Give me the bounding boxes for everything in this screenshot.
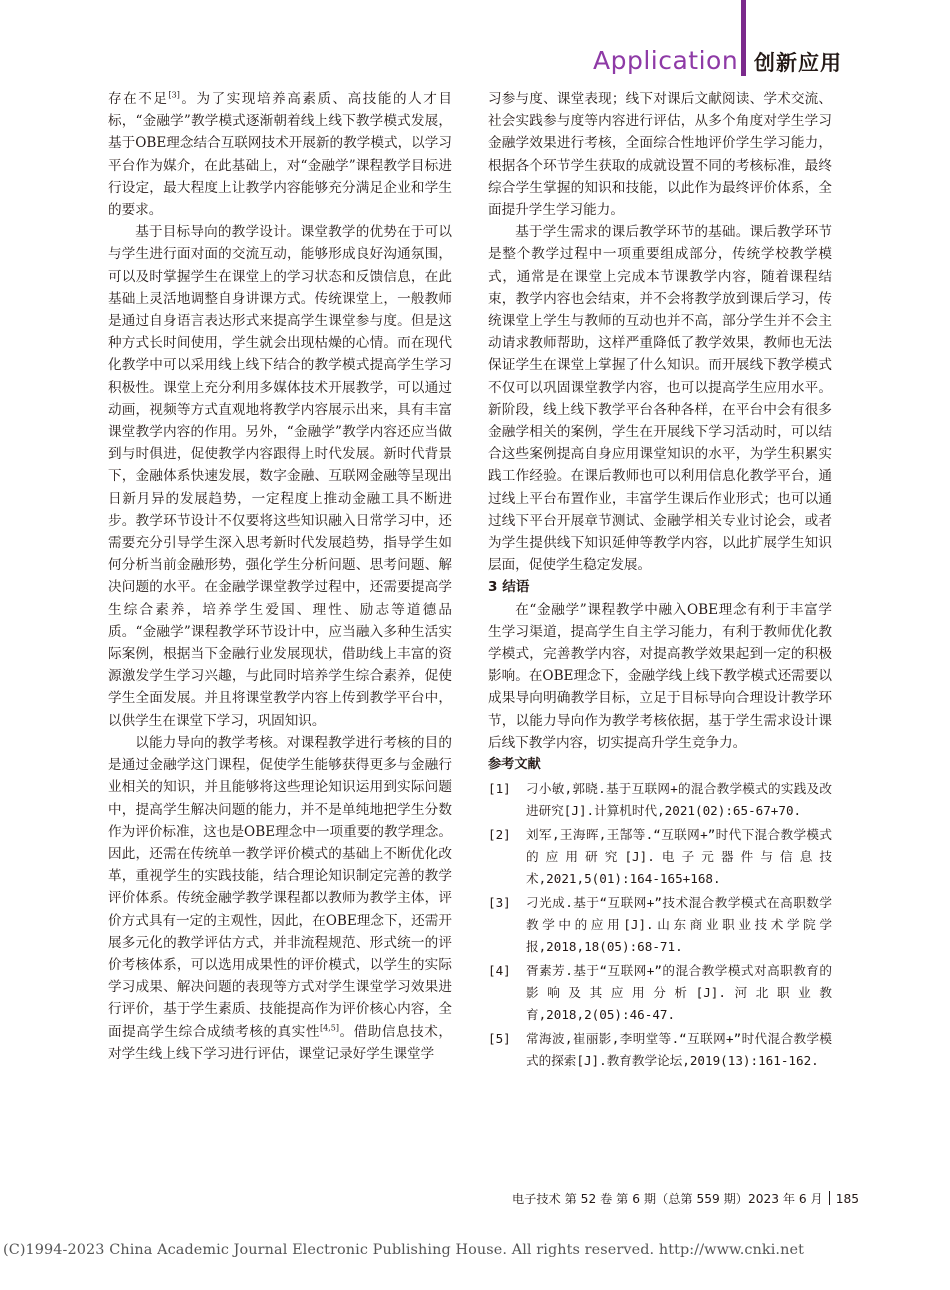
reference-item: [1] 刁小敏,郭晓.基于互联网+的混合教学模式的实践及改进研究[J].计算机时代,2021(02):65-67+70.: [488, 781, 832, 819]
page-number: 185: [835, 1192, 859, 1206]
references-list: [488, 778, 832, 1072]
left-paragraph-2: 基于目标导向的教学设计。课堂教学的优势在于可以与学生进行面对面的交流互动，能够形成良好沟通氛围，可以及时掌握学生在课堂上的学习状态和反馈信息，在此基础上灵活地调整自身讲课方式。传统课堂上，一般教师是通过自身语言表达形式来提高学生课堂参与度。但是这种方式长时间使用，学生就会出现枯燥的心情。而在现代化教学中可以采用线上线下结合的教学模式提高学生学习积极性。课堂上充分利用多媒体技术开展教学，可以通过动画，视频等方式直观地将教学内容展示出来，具有丰富课堂教学内容的作用。另外，“金融学”教学内容还应当做到与时俱进，促使教学内容跟得上时代发展。新时代背景下，金融体系快速发展，数字金融、互联网金融等呈现出日新月异的发展趋势，一定程度上推动金融工具不断进步。教学环节设计不仅要将这些知识融入日常学习中，还需要充分引导学生深入思考新时代发展趋势，指导学生如何分析当前金融形势，强化学生分析问题、思考问题、解决问题的水平。在金融学课堂教学过程中，还需要提高学生综合素养，培养学生爱国、理性、励志等道德品质。“金融学”课程教学环节设计中，应当融入多种生活实际案例，根据当下金融行业发展现状，借助线上丰富的资源激发学生学习兴趣，与此同时培养学生综合素养，促使学生全面发展。并且将课堂教学内容上传到教学平台中，以供学生在课堂下学习，巩固知识。: [108, 224, 452, 729]
reference-item: [3] 刁光成.基于“互联网+”技术混合教学模式在高职数学教学中的应用[J].山东商业职业技术学院学报,2018,18(05):68-71.: [488, 895, 832, 955]
left-paragraph-3: 以能力导向的教学考核。对课程教学进行考核的目的是通过金融学这门课程，促使学生能够获得更多与金融行业相关的知识，并且能够将这些理论知识运用到实际问题中，提高学生解决问题的能力，并不是单纯地把学生分数作为评价标准，这也是OBE理念中一项重要的教学理念。因此，还需在传统单一教学评价模式的基础上不断优化改革，重视学生的实践技能，结合理论知识制定完善的教学评价体系。传统金融学教学课程都以教师为教学主体，评价方式具有一定的主观性，因此，在OBE理念下，还需开展多元化的教学评估方式，并非流程规范、形式统一的评价考核体系，可以选用成果性的评价模式，以学生的实际学习成果、解决问题的表现等方式对学生课堂学习效果进行评价，基于学生素质、技能提高作为评价核心内容，全面提高学生综合成绩考核的真实性[4,5]。借助信息技术，对学生线上线下学习进行评估，课堂记录好学生课堂学: [108, 734, 453, 1062]
header-section-title: 创新应用: [754, 51, 842, 75]
header-application-label: Application: [593, 46, 739, 75]
header-accent-bar: [741, 0, 746, 76]
left-paragraph-1: 存在不足[3]。为了实现培养高素质、高技能的人才目标，“金融学”教学模式逐渐朝着线上线下教学模式发展，基于OBE理念结合互联网技术开展新的教学模式，以学习平台作为媒介，在此基础上，对“金融学”课程教学目标进行设定，最大程度上让教学内容能够充分满足企业和学生的要求。: [108, 90, 453, 219]
right-paragraph-2: 基于学生需求的课后教学环节的基础。课后教学环节是整个教学过程中一项重要组成部分，传统学校教学模式，通常是在课堂上完成本节课教学内容，随着课程结束，教学内容也会结束，并不会将教学放到课后学习，传统课堂上学生与教师的互动也并不高，部分学生并不会主动请求教师帮助，这样严重降低了教学效果，教师也无法保证学生在课堂上掌握了什么知识。而开展线下教学模式不仅可以巩固课堂教学内容，也可以提高学生应用水平。新阶段，线上线下教学平台各种各样，在平台中会有很多金融学相关的案例，学生在开展线下学习活动时，可以结合这些案例提高自身应用课堂知识的水平，为学生积累实践工作经验。在课后教师也可以利用信息化教学平台，通过线上平台布置作业，丰富学生课后作业形式；也可以通过线下平台开展章节测试、金融学相关专业讨论会，或者为学生提供线下知识延伸等教学内容，以此扩展学生知识层面，促使学生稳定发展。: [488, 224, 832, 574]
reference-item: [2] 刘军,王海晖,王郜等.“互联网+”时代下混合教学模式的应用研究[J].电子元器件与信息技术,2021,5(01):164-165+168.: [488, 827, 832, 887]
citation-3: [3]: [168, 90, 180, 100]
conclusion-paragraph: 在“金融学”课程教学中融入OBE理念有利于丰富学生学习渠道，提高学生自主学习能力，有利于教师优化教学模式，完善教学内容，对提高教学效果起到一定的积极影响。在OBE理念下，金融学线上线下教学模式还需要以成果导向明确教学目标，立足于目标导向合理设计教学环节，以能力导向作为教学考核依据，基于学生需求设计课后线下教学内容，切实提高升学生竞争力。: [488, 601, 832, 751]
footer-journal-info: 电子技术 第 52 卷 第 6 期（总第 559 期）2023 年 6 月 185: [512, 1192, 859, 1206]
reference-item: [5] 常海波,崔丽影,李明堂等.“互联网+”时代混合教学模式的探索[J].教育教学论坛,2019(13):161-162.: [488, 1031, 832, 1069]
references-heading: 参考文献: [488, 757, 541, 773]
section-3-heading: 3 结语: [488, 579, 530, 596]
citation-4-5: [4,5]: [319, 1023, 339, 1032]
copyright-notice: (C)1994-2023 China Academic Journal Electronic Publishing House. All rights reserved. http://www.cnki.net: [3, 1242, 804, 1258]
footer-divider: [829, 1191, 830, 1205]
left-column: [108, 88, 452, 1065]
reference-item: [4] 胥素芳.基于“互联网+”的混合教学模式对高职教育的影响及其应用分析[J].河北职业教育,2018,2(05):46-47.: [488, 963, 832, 1023]
right-paragraph-1: 习参与度、课堂表现；线下对课后文献阅读、学术交流、社会实践参与度等内容进行评估，从多个角度对学生学习金融学效果进行考核，全面综合性地评价学生学习能力，根据各个环节学生获取的成就设置不同的考核标准，最终综合学生掌握的知识和技能，以此作为最终评价体系，全面提升学生学习能力。: [488, 91, 832, 219]
right-column: [488, 88, 832, 1074]
